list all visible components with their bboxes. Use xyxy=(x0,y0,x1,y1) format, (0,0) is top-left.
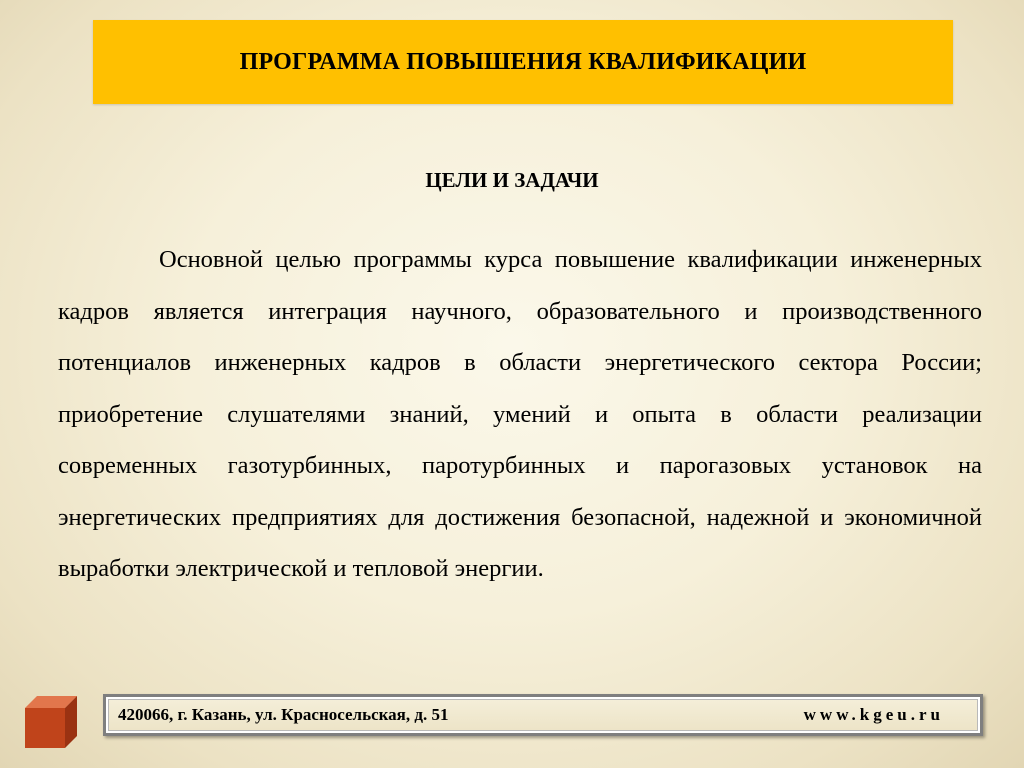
section-heading: ЦЕЛИ И ЗАДАЧИ xyxy=(425,168,599,192)
footer-website-link[interactable]: www.kgeu.ru xyxy=(803,705,944,724)
slide-title: ПРОГРАММА ПОВЫШЕНИЯ КВАЛИФИКАЦИИ xyxy=(239,48,807,75)
title-banner xyxy=(93,20,953,104)
body-paragraph: Основной целью программы курса повышение квалификации инженерных кадров является интеграция научного, образовательного и производственного потенциалов инженерных кадров в области энергетического сектора России; приобретение слушателями знаний, умений и опыта в области реализации современных газотурбинных, паротурбинных и парогазовых установок на энергетических предприятиях для достижения безопасной, надежной и экономичной выработки электрической и тепловой энергии. xyxy=(58,246,982,582)
cube-icon xyxy=(23,694,79,750)
footer-bar xyxy=(103,694,983,736)
footer-address: 420066, г. Казань, ул. Красносельская, д. 51 xyxy=(118,705,449,724)
